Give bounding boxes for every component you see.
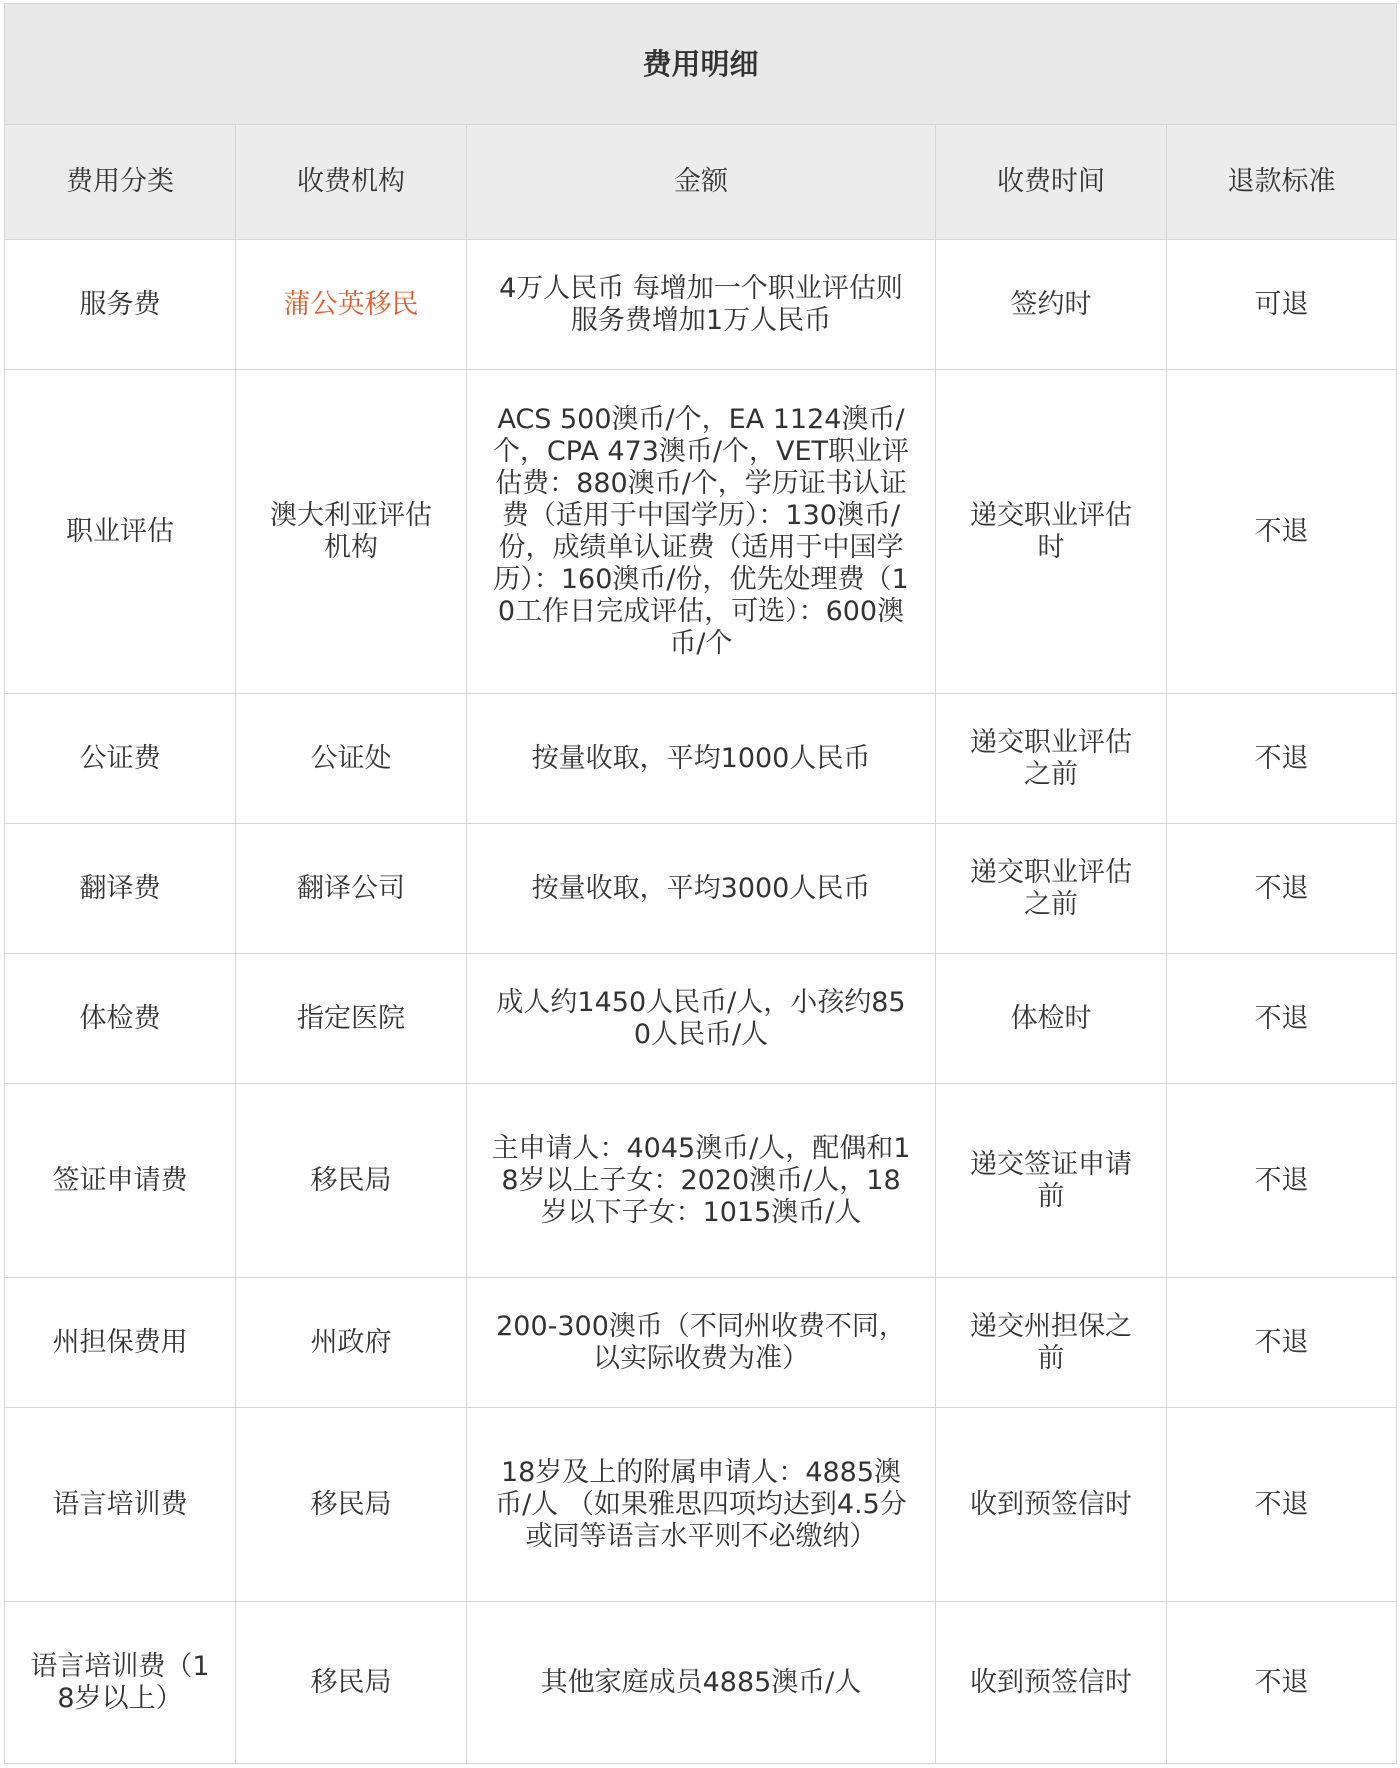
header-agency: 收费机构 [236,125,467,240]
table-row [5,694,1397,824]
table-row [5,824,1397,954]
cell-category: 签证申请费 [5,1084,236,1278]
cell-agency: 移民局 [236,1602,467,1764]
table-row [5,1084,1397,1278]
cell-agency: 移民局 [236,1408,467,1602]
cell-time: 收到预签信时 [936,1602,1167,1764]
cell-category: 州担保费用 [5,1278,236,1408]
cell-time: 递交职业评估时 [936,370,1167,694]
cell-time: 签约时 [936,240,1167,370]
cell-time: 递交签证申请前 [936,1084,1167,1278]
cell-category: 语言培训费（18岁以上） [5,1602,236,1764]
header-time: 收费时间 [936,125,1167,240]
cell-category: 公证费 [5,694,236,824]
cell-time: 递交职业评估之前 [936,694,1167,824]
cell-category: 职业评估 [5,370,236,694]
table-row [5,954,1397,1084]
cell-refund: 不退 [1167,1602,1397,1764]
cell-agency: 州政府 [236,1278,467,1408]
cell-time: 递交州担保之前 [936,1278,1167,1408]
table-row [5,370,1397,694]
cell-refund: 不退 [1167,1408,1397,1602]
table-row [5,240,1397,370]
cell-category: 语言培训费 [5,1408,236,1602]
cell-time: 体检时 [936,954,1167,1084]
cell-amount: 18岁及上的附属申请人：4885澳币/人 （如果雅思四项均达到4.5分或同等语言水平则不必缴纳） [467,1408,936,1602]
cell-amount: 主申请人：4045澳币/人，配偶和18岁以上子女：2020澳币/人，18岁以下子女：1015澳币/人 [467,1084,936,1278]
cell-agency: 翻译公司 [236,824,467,954]
cell-refund: 不退 [1167,1278,1397,1408]
fee-table [4,3,1397,1764]
cell-refund: 不退 [1167,824,1397,954]
cell-amount: 其他家庭成员4885澳币/人 [467,1602,936,1764]
table-title-row [5,4,1397,125]
table-title: 费用明细 [5,4,1397,125]
cell-amount: 按量收取，平均3000人民币 [467,824,936,954]
table-row [5,1278,1397,1408]
header-amount: 金额 [467,125,936,240]
header-refund: 退款标准 [1167,125,1397,240]
cell-category: 体检费 [5,954,236,1084]
cell-agency: 澳大利亚评估机构 [236,370,467,694]
cell-amount: 按量收取，平均1000人民币 [467,694,936,824]
cell-category: 服务费 [5,240,236,370]
cell-amount: 4万人民币 每增加一个职业评估则服务费增加1万人民币 [467,240,936,370]
cell-agency: 移民局 [236,1084,467,1278]
cell-agency: 公证处 [236,694,467,824]
cell-agency-link[interactable]: 蒲公英移民 [236,240,467,370]
cell-time: 递交职业评估之前 [936,824,1167,954]
cell-refund: 不退 [1167,1084,1397,1278]
cell-refund: 不退 [1167,694,1397,824]
cell-refund: 不退 [1167,954,1397,1084]
cell-time: 收到预签信时 [936,1408,1167,1602]
cell-refund: 不退 [1167,370,1397,694]
table-header-row [5,125,1397,240]
header-category: 费用分类 [5,125,236,240]
cell-amount: ACS 500澳币/个，EA 1124澳币/个，CPA 473澳币/个，VET职业评估费：880澳币/个，学历证书认证费（适用于中国学历）：130澳币/份，成绩单认证费（适用于中国学历）：160澳币/份，优先处理费（10工作日完成评估，可选）：600澳币/个 [467,370,936,694]
cell-amount: 200-300澳币（不同州收费不同，以实际收费为准） [467,1278,936,1408]
table-row [5,1602,1397,1764]
cell-agency: 指定医院 [236,954,467,1084]
cell-amount: 成人约1450人民币/人，小孩约850人民币/人 [467,954,936,1084]
table-row [5,1408,1397,1602]
cell-refund: 可退 [1167,240,1397,370]
cell-category: 翻译费 [5,824,236,954]
